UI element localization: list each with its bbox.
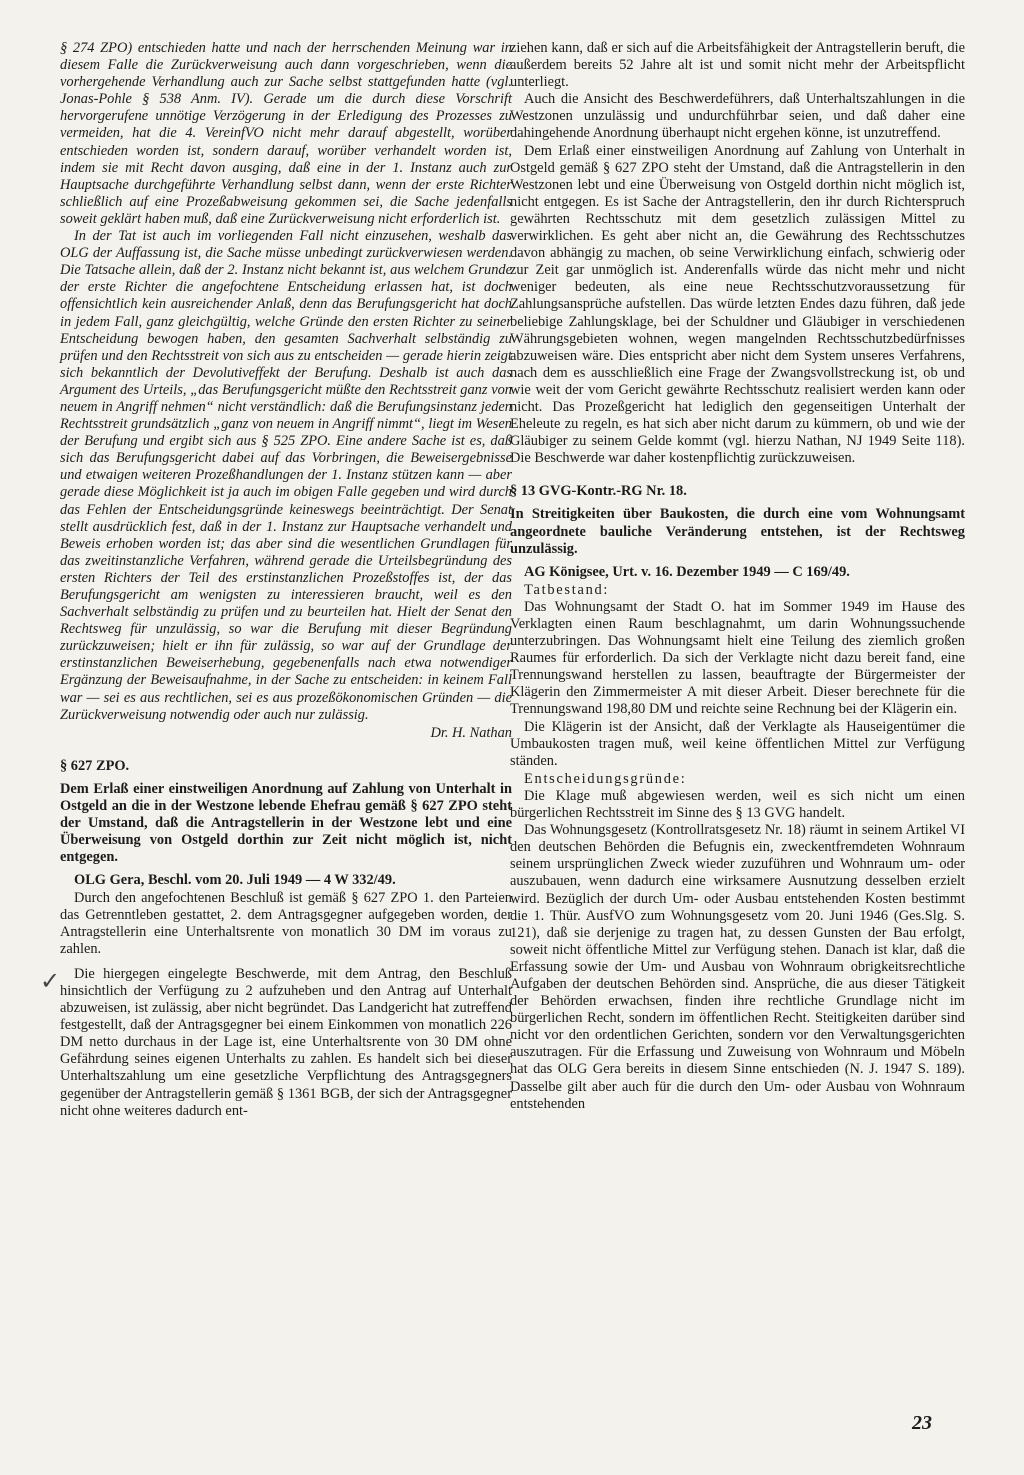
handwritten-check-mark: ✓ (40, 967, 61, 995)
body-paragraph: Das Wohnungsgesetz (Kontrollratsgesetz Nr. 18) räumt in seinem Artikel VI den deutschen Behörden die Befugnis ein, zweckentfremdeten Wohnraum seinem ursprünglichen Zweck wieder zuzuführen und Wohnraum um- oder auszubauen, wenn dadurch eine wirksamere Ausnutzung desselben erzielt wird. Bezüglich der durch Um- oder Ausbau entstehenden Kosten bestimmt die 1. Thür. AusfVO zum Wohnungsgesetz vom 20. Juni 1946 (Ges.Slg. S. 121), daß sie derjenige zu tragen hat, zu dessen Gunsten der Bau erfolgt, soweit nicht öffentliche Mittel zur Verfügung stehen. Danach ist klar, daß die Erfassung sowie der Um- und Ausbau von Wohnraum obrigkeitsrechtliche Aufgaben der deutschen Behörden sind. Ansprüche, die aus dieser Tätigkeit der Behörden erwachsen, finden ihre rechtliche Grundlage nicht im bürgerlichen Recht, sondern im öffentlichen Recht. Steitigkeiten darüber sind nicht vor den ordentlichen Gerichten, sondern vor den Verwaltungsgerichten auszutragen. Für die Erfassung und Zuweisung von Wohnraum und Möbeln hat das OLG Gera bereits in diesem Sinne entschieden (N. J. 1947 S. 189). Dasselbe gilt aber auch für die durch den Um- oder Ausbau von Wohnraum entstehenden (510, 822, 965, 1112)
body-paragraph: Die Klage muß abgewiesen werden, weil es sich nicht um einen bürgerlichen Rechtsstreit im Sinne des § 13 GVG handelt. (510, 787, 965, 822)
body-paragraph: In der Tat ist auch im vorliegenden Fall nicht einzusehen, weshalb das OLG der Auffassung ist, die Sache müsse unbedingt zurückverwiesen werden. Die Tatsache allein, daß der 2. Instanz nicht bekannt ist, aus welchem Grunde der erste Richter die angefochtene Entscheidung erlassen hat, ist doch offensichtlich kein ausreichender Anlaß, denn das Berufungsgericht hat doch in jedem Fall, ganz gleichgültig, welche Gründe den ersten Richter zu seiner Entscheidung bewogen haben, den gesamten Sachverhalt selbständig zu prüfen und den Rechtsstreit von sich aus zu entscheiden — gerade hierin zeigt sich bekanntlich der Devolutiveffekt der Berufung. Deshalb ist auch das Argument des Urteils, „das Berufungsgericht müßte den Rechtsstreit ganz von neuem in Angriff nehmen“ nicht verständlich: daß die Berufungsinstanz jeden Rechtsstreit grundsätzlich „ganz von neuem in Angriff nimmt“, liegt im Wesen der Berufung und ergibt sich aus § 525 ZPO. Eine andere Sache ist es, daß sich das Berufungsgericht dabei auf das Vorbringen, die Beweisergebnisse und etwaigen weiteren Prozeßhandlungen der 1. Instanz stützen kann — aber gerade diese Möglichkeit ist ja auch im obigen Falle gegeben und wird durch das Fehlen der Entscheidungsgründe keineswegs beeinträchtigt. Der Senat stellt ausdrücklich fest, daß in der 1. Instanz zur Hauptsache verhandelt und Beweis erhoben worden ist; das aber sind die wesentlichen Grundlagen für das zweitinstanzliche Verfahren, während gerade die Urteilsbegründung des ersten Richters der Teil des erstinstanzlichen Prozeßstoffes ist, der das Berufungsgericht am wenigsten zu interessieren braucht, weil es den Sachverhalt selbständig zu prüfen und zu beurteilen hat. Hielt der Senat den Rechtsweg für unzulässig, so war die Berufung mit dieser Begründung zurückzuweisen; hielt er ihn für zulässig, so war auf der Grundlage der erstinstanzlichen Beweiserhebung, gegebenenfalls nach etwa notwendiger Ergänzung der Beweisaufnahme, in der Sache zu entscheiden: in keinem Fall war — sei es aus rechtlichen, sei es aus prozeßökonomischen Gründen — die Zurückverweisung notwendig oder auch nur zulässig. (60, 228, 512, 723)
body-paragraph: Dem Erlaß einer einstweiligen Anordnung auf Zahlung von Unterhalt in Ostgeld gemäß § 627 ZPO steht der Umstand, daß die Antragstellerin in den Westzonen lebt und eine Überweisung von Ostgeld dorthin nicht möglich ist, nicht entgegen. Es ist Sache der Antragstellerin, den ihr durch Richterspruch gewährten Rechtsschutz mit dem gesetzlich zulässigen Mittel zu verwirklichen. Es geht aber nicht an, die Gewährung des Rechtsschutzes davon abhängig zu machen, ob seine Verwirklichung einfach, schwierig oder zur Zeit gar unmöglich ist. Anderenfalls würde das nicht mehr und nicht weniger bedeuten, als eine neue Rechtsschutzvoraussetzung für Zahlungsansprüche aufstellen. Das würde letzten Endes dazu führen, daß jede beliebige Zahlungsklage, bei der Schuldner und Gläubiger in verschiedenen Währungsgebieten wohnen, wegen mangelnden Rechtsschutzbedürfnisses abzuweisen wäre. Dies entspricht aber nicht dem System unseres Verfahrens, nach dem es ausschließlich eine Frage der Zwangsvollstreckung ist, ob und wie weit der vom Gericht gewährte Rechtsschutz realisiert werden kann oder nicht. Das Prozeßgericht hat lediglich den gegenseitigen Unterhalt der Eheleute zu regeln, es hat sich aber nicht darum zu kümmern, ob und wie der Gläubiger zu seinem Gelde kommt (vgl. hierzu Nathan, NJ 1949 Seite 118). Die Beschwerde war daher kostenpflichtig zurückzuweisen. (510, 142, 965, 467)
headnote: In Streitigkeiten über Baukosten, die durch eine vom Wohnungsamt angeordnete bauliche Veränderung entstehen, ist der Rechtsweg unzulässig. (510, 506, 965, 557)
subheading-entscheidungsgruende: Entscheidungsgründe: (524, 770, 687, 787)
subheading-tatbestand: Tatbestand: (524, 581, 610, 598)
body-paragraph: Die hiergegen eingelegte Beschwerde, mit dem Antrag, den Beschluß hinsichtlich der Verfügung zu 2 aufzuheben und den Antrag auf Unterhalt abzuweisen, ist zulässig, aber nicht begründet. Das Landgericht hat zutreffend festgestellt, daß der Antragsgegner bei einem Einkommen von monatlich 226 DM netto durchaus in der Lage ist, eine Unterhaltsrente von 30 DM ohne Gefährdung seines eigenen Unterhalts zu zahlen. Es handelt sich bei dieser Unterhaltszahlung um eine gesetzliche Verpflichtung des Antragsgegners gegenüber der Antragstellerin gemäß § 1361 BGB, der sich der Antragsgegner nicht ohne weiteres dadurch ent- (60, 965, 512, 1119)
body-paragraph: ziehen kann, daß er sich auf die Arbeitsfähigkeit der Antragstellerin beruft, die außerdem bereits 52 Jahre alt ist und somit nicht mehr der Arbeitspflicht unterliegt. (510, 40, 965, 91)
body-paragraph: § 274 ZPO) entschieden hatte und nach der herrschenden Meinung war in diesem Falle die Zurückverweisung auch dann vorgeschrieben, wenn die vorhergehende Verhandlung auch zur Sache selbst stattgefunden hatte (vgl. Jonas-Pohle § 538 Anm. IV). Gerade um die durch diese Vorschrift hervorgerufene unnötige Verzögerung in der Erledigung des Prozesses zu vermeiden, hat die 4. VereinfVO nicht mehr darauf abgestellt, worüber entschieden worden ist, sondern darauf, worüber verhandelt worden ist, indem sie mit Recht davon ausging, daß eine in der 1. Instanz auch zur Hauptsache durchgeführte Verhandlung selbst dann, wenn der erste Richter schließlich auf eine Prozeßabweisung gekommen sei, die Sache jedenfalls soweit geklärt haben muß, daß eine Zurückverweisung nicht erforderlich ist. (60, 40, 512, 227)
body-paragraph: Auch die Ansicht des Beschwerdeführers, daß Unterhaltszahlungen in die Westzonen unzulässig und undurchführbar seien, und daß daher eine dahingehende Anordnung überhaupt nicht ergehen könne, ist unzutreffend. (510, 91, 965, 142)
body-paragraph: Durch den angefochtenen Beschluß ist gemäß § 627 ZPO 1. den Parteien das Getrenntleben gestattet, 2. dem Antragsgegner aufgegeben worden, der Antragstellerin eine Unterhaltsrente von monatlich 30 DM im voraus zu zahlen. (60, 889, 512, 957)
page-number: 23 (912, 1412, 932, 1434)
court-citation: AG Königsee, Urt. v. 16. Dezember 1949 — C 169/49. (524, 563, 850, 580)
body-paragraph: Das Wohnungsamt der Stadt O. hat im Sommer 1949 im Hause des Verklagten einen Raum beschlagnahmt, um darin Wohnungssuchende unterzubringen. Das Wohnungsamt hielt eine Teilung des ziemlich großen Raumes für erforderlich. Da sich der Verklagte nicht dazu bereit fand, eine Trennungswand herstellen zu lassen, beauftragte der Bürgermeister der Klägerin den Zimmermeister A mit dieser Arbeit. Dieser berechnete für die Trennungswand 198,80 DM und reichte seine Rechnung bei der Klägerin ein. (510, 598, 965, 718)
section-heading: § 627 ZPO. (60, 757, 130, 774)
headnote: Dem Erlaß einer einstweiligen Anordnung auf Zahlung von Unterhalt in Ostgeld an die in der Westzone lebende Ehefrau gemäß § 627 ZPO steht der Umstand, daß die Antragstellerin in der Westzone lebt und eine Überweisung von Ostgeld dorthin zur Zeit nicht möglich ist, nicht entgegen. (60, 780, 512, 866)
section-heading: § 13 GVG-Kontr.-RG Nr. 18. (510, 483, 687, 500)
left-column (60, 40, 512, 1120)
author-signature: Dr. H. Nathan (430, 724, 512, 741)
right-column (510, 40, 965, 1113)
court-citation: OLG Gera, Beschl. vom 20. Juli 1949 — 4 W 332/49. (74, 872, 396, 889)
body-paragraph: Die Klägerin ist der Ansicht, daß der Verklagte als Hauseigentümer die Umbaukosten tragen muß, weil keine öffentlichen Mittel zur Verfügung ständen. (510, 718, 965, 769)
